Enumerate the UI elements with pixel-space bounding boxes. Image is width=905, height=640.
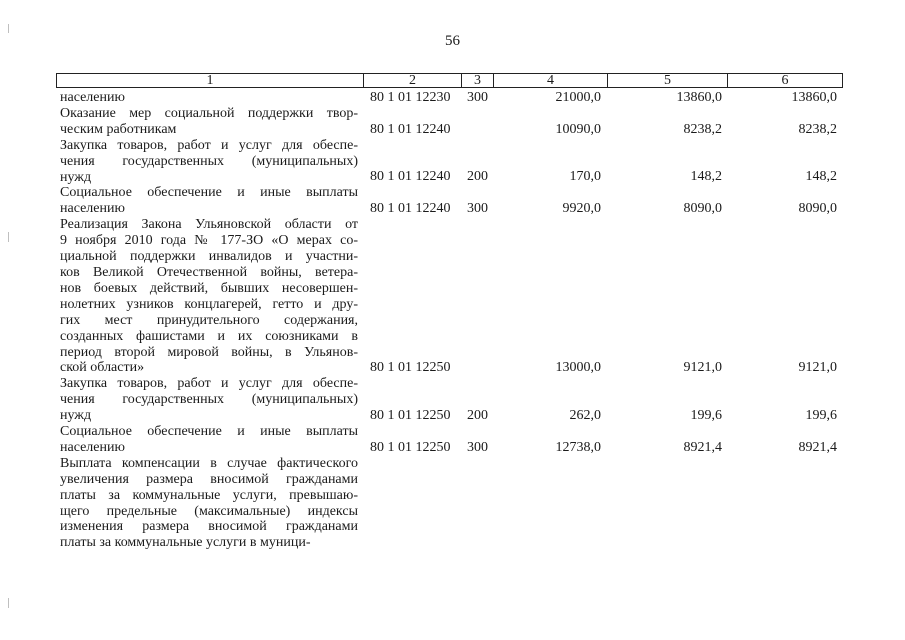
amount-col-4: 21000,0 [555,89,601,105]
amount-col-5: 9121,0 [683,360,722,376]
scan-artifact [8,24,9,33]
header-cell-2: 2 [364,74,462,87]
row-values [0,169,905,185]
amount-col-4: 10090,0 [555,121,601,137]
header-cell-4: 4 [494,74,608,87]
description-line: Социальное обеспечение и иные выплаты [60,185,358,201]
description-line: населению [60,439,125,455]
expense-type: 300 [467,89,488,105]
table-row [0,185,905,217]
amount-col-5: 148,2 [690,169,722,185]
header-cell-1: 1 [57,74,364,87]
row-values [0,408,905,424]
header-cell-3: 3 [462,74,494,87]
amount-col-6: 8238,2 [798,121,837,137]
scan-artifact [8,232,9,242]
description-line: ков Великой Отечественной войны, ветера- [60,264,358,280]
description-line: Оказание мер социальной поддержки твор- [60,105,358,121]
description-line: 9 ноября 2010 года № 177-ЗО «О мерах со- [60,233,358,249]
description-line: чения государственных (муниципальных) [60,153,358,169]
row-values [0,90,905,106]
amount-col-6: 9121,0 [798,360,837,376]
budget-code: 80 1 01 12250 [370,408,451,424]
amount-col-4: 170,0 [569,169,601,185]
description-line: платы за коммунальные услуги в муници- [60,535,311,551]
amount-col-4: 13000,0 [555,360,601,376]
description-line: Выплата компенсации в случае фактического [60,455,358,471]
header-cell-5: 5 [608,74,728,87]
row-values [0,360,905,376]
budget-code: 80 1 01 12240 [370,121,451,137]
table-row [0,376,905,424]
expense-type: 300 [467,439,488,455]
budget-code: 80 1 01 12230 [370,89,451,105]
description-line: населению [60,90,125,105]
description-line: населению [60,201,125,217]
description-line: ческим работникам [60,121,177,137]
description-line: нужд [60,169,92,185]
amount-col-4: 9920,0 [562,201,601,217]
amount-col-6: 148,2 [805,169,837,185]
budget-code: 80 1 01 12250 [370,360,451,376]
amount-col-5: 8090,0 [683,201,722,217]
description-line: нолетних узников концлагерей, гетто и дру- [60,296,358,312]
description-line: ской области» [60,360,145,376]
description-line: Закупка товаров, работ и услуг для обеспе- [60,137,358,153]
scan-artifact [8,598,9,608]
description-line: Закупка товаров, работ и услуг для обеспе- [60,376,358,392]
description-line: Социальное обеспечение и иные выплаты [60,424,358,440]
row-values [0,122,905,138]
row-values [0,440,905,456]
budget-code: 80 1 01 12250 [370,439,451,455]
description-line: период второй мировой войны, в Ульянов- [60,344,358,360]
description-line: изменения размера вносимой гражданами [60,519,358,535]
amount-col-6: 8090,0 [798,201,837,217]
budget-code: 80 1 01 12240 [370,201,451,217]
expense-type: 300 [467,201,488,217]
expense-type: 200 [467,169,488,185]
header-cell-6: 6 [781,73,789,88]
amount-col-6: 8921,4 [798,439,837,455]
row-values [0,535,905,551]
amount-col-4: 12738,0 [555,439,601,455]
expense-type: 200 [467,408,488,424]
page-number: 56 [445,33,460,49]
row-values [0,201,905,217]
amount-col-5: 8921,4 [683,439,722,455]
table-body [0,90,905,551]
description-line: платы за коммунальные услуги, превышаю- [60,487,358,503]
table-row [0,456,905,551]
description-line: гих мест принудительного содержания, [60,312,358,328]
description-line: увеличения размера вносимой гражданами [60,471,358,487]
amount-col-6: 13860,0 [791,89,837,105]
amount-col-5: 13860,0 [676,89,722,105]
table-row [0,106,905,138]
description-line: чения государственных (муниципальных) [60,392,358,408]
amount-col-5: 199,6 [690,408,722,424]
description-line: нужд [60,408,92,424]
table-header-row [56,73,843,88]
amount-col-5: 8238,2 [683,121,722,137]
amount-col-6: 199,6 [805,408,837,424]
table-row [0,138,905,186]
table-row [0,90,905,106]
description-line: щего предельные (максимальные) индексы [60,503,358,519]
amount-col-4: 262,0 [569,408,601,424]
row-description [60,217,358,376]
description-line: циальной поддержки инвалидов и участни- [60,249,358,265]
budget-code: 80 1 01 12240 [370,169,451,185]
table-row [0,217,905,376]
description-line: нов боевых действий, бывших несовершен- [60,280,358,296]
table-row [0,424,905,456]
description-line: Реализация Закона Ульяновской области от [60,217,358,233]
description-line: созданных фашистами и их союзниками в [60,328,358,344]
